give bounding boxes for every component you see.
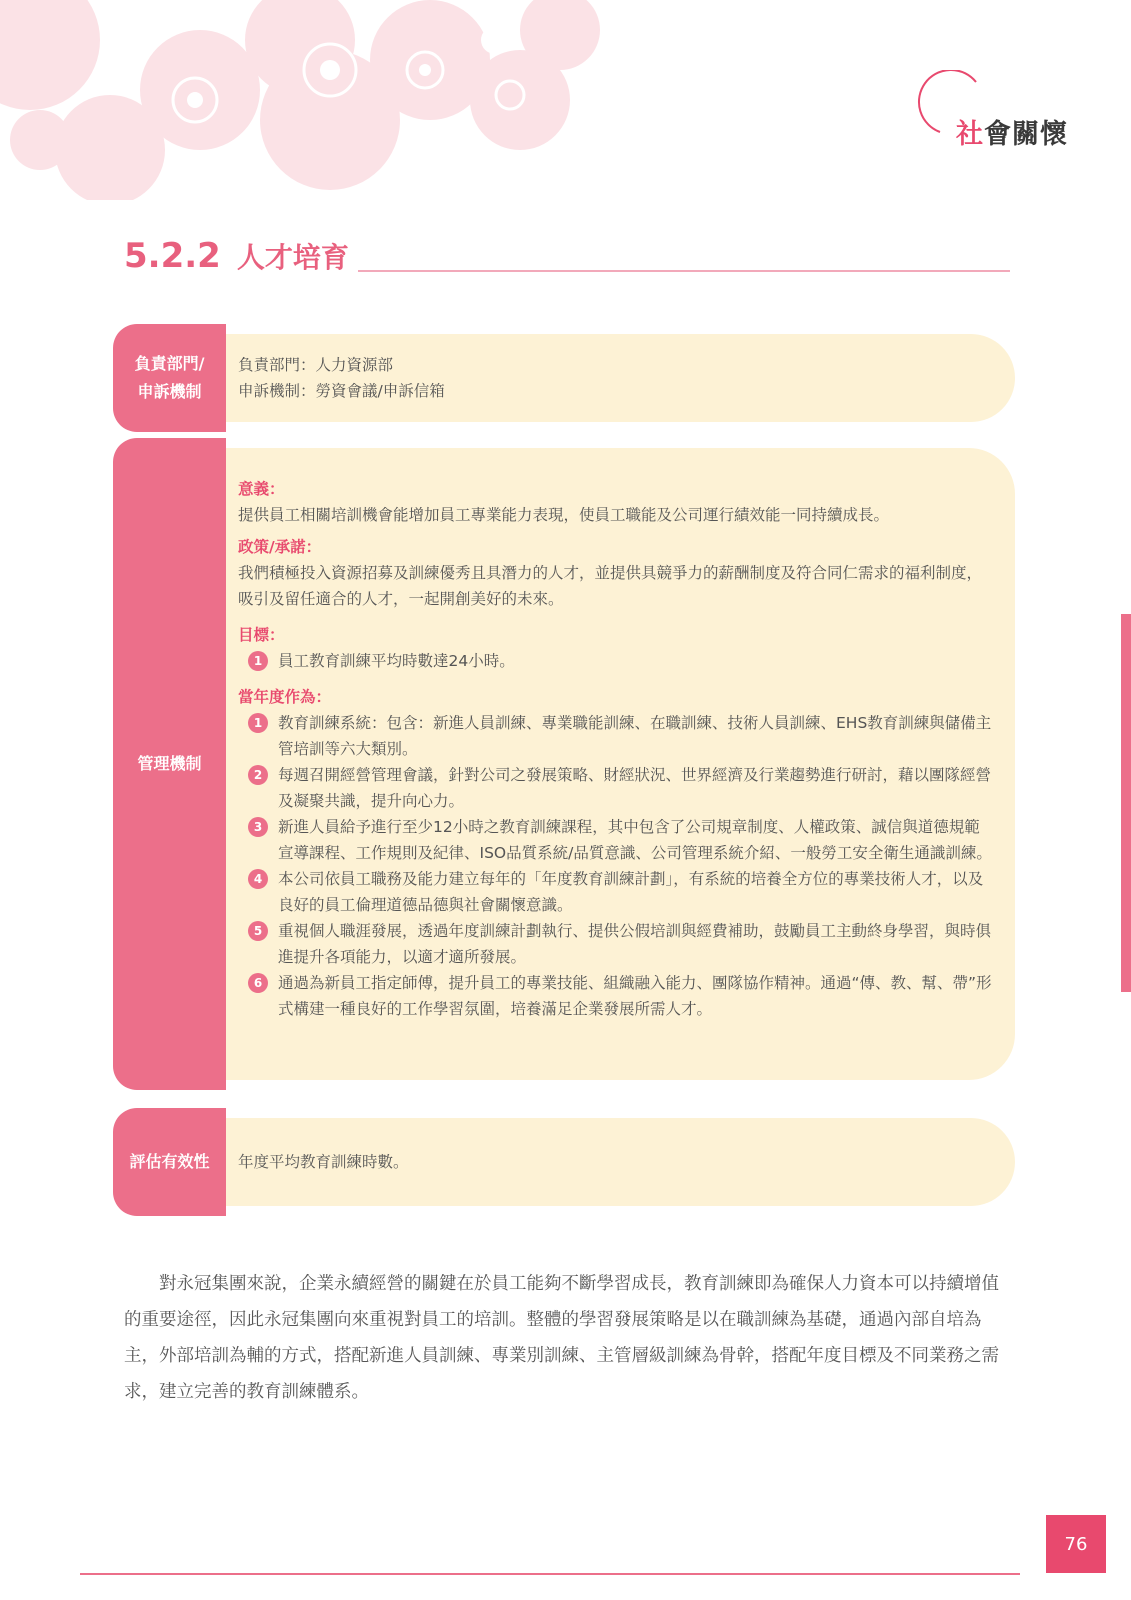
responsibility-label: 負責部門/ 申訴機制	[113, 324, 226, 432]
goal-title: 目標：	[238, 626, 285, 644]
evaluation-block	[113, 1108, 1015, 1216]
actions-title: 當年度作為：	[238, 688, 332, 706]
list-item: 4 本公司依員工職務及能力建立每年的「年度教育訓練計劃」，有系統的培養全方位的專業技術人才，以及良好的員工倫理道德品德與社會關懷意識。	[238, 866, 995, 918]
number-badge: 1	[248, 713, 268, 733]
list-item: 5 重視個人職涯發展，透過年度訓練計劃執行、提供公假培訓與經費補助，鼓勵員工主動終身學習，與時俱進提升各項能力，以適才適所發展。	[238, 918, 995, 970]
management-label: 管理機制	[113, 438, 226, 1090]
page-number: 76	[1046, 1515, 1106, 1573]
grievance-line: 申訴機制：勞資會議/申訴信箱	[238, 382, 445, 400]
footer-divider	[80, 1573, 1020, 1575]
responsibility-block	[113, 324, 1015, 432]
gear-decoration-icon	[0, 0, 640, 200]
list-item: 3 新進人員給予進行至少12小時之教育訓練課程，其中包含了公司規章制度、人權政策、誠信與道德規範宣導課程、工作規則及紀律、ISO品質系統/品質意識、公司管理系統介紹、一般勞工安全衛生通識訓練。	[238, 814, 995, 866]
number-badge: 1	[248, 651, 268, 671]
number-badge: 4	[248, 869, 268, 889]
evaluation-text: 年度平均教育訓練時數。	[238, 1153, 409, 1171]
policy-text: 我們積極投入資源招募及訓練優秀且具潛力的人才，並提供具競爭力的薪酬制度及符合同仁需求的福利制度，吸引及留任適合的人才，一起開創美好的未來。	[238, 564, 983, 608]
evaluation-label: 評估有效性	[113, 1108, 226, 1216]
management-panel	[226, 448, 1015, 1080]
number-badge: 5	[248, 921, 268, 941]
number-badge: 2	[248, 765, 268, 785]
meaning-title: 意義：	[238, 480, 285, 498]
body-paragraph: 對永冠集團來說，企業永續經營的關鍵在於員工能夠不斷學習成長，教育訓練即為確保人力資本可以持續增值的重要途徑，因此永冠集團向來重視對員工的培訓。整體的學習發展策略是以在職訓練為基礎，通過內部自培為主，外部培訓為輔的方式，搭配新進人員訓練、專業別訓練、主管層級訓練為骨幹，搭配年度目標及不同業務之需求，建立完善的教育訓練體系。	[124, 1274, 999, 1402]
number-badge: 6	[248, 973, 268, 993]
title-divider	[358, 270, 1010, 272]
list-item: 2 每週召開經營管理會議，針對公司之發展策略、財經狀況、世界經濟及行業趨勢進行研討，藉以團隊經營及凝聚共識，提升向心力。	[238, 762, 995, 814]
number-badge: 3	[248, 817, 268, 837]
management-block	[113, 438, 1015, 1090]
section-name: 人才培育	[236, 241, 349, 274]
section-title	[124, 236, 349, 276]
section-number: 5.2.2	[124, 236, 221, 276]
policy-title: 政策/承諾：	[238, 538, 322, 556]
side-tab	[1121, 614, 1131, 992]
header-title: 社會關懷	[956, 119, 1068, 150]
evaluation-panel	[226, 1118, 1015, 1206]
meaning-text: 提供員工相關培訓機會能增加員工專業能力表現，使員工職能及公司運行績效能一同持續成長。	[238, 506, 890, 524]
list-item: 1 教育訓練系統：包含：新進人員訓練、專業職能訓練、在職訓練、技術人員訓練、EHS教育訓練與儲備主管培訓等六大類別。	[238, 710, 995, 762]
list-item: 6 通過為新員工指定師傅，提升員工的專業技能、組織融入能力、團隊協作精神。通過“傳、教、幫、帶”形式構建一種良好的工作學習氛圍，培養滿足企業發展所需人才。	[238, 970, 995, 1022]
responsibility-panel	[226, 334, 1015, 422]
department-line: 負責部門：人力資源部	[238, 356, 394, 374]
list-item: 1 員工教育訓練平均時數達24小時。	[238, 648, 995, 674]
